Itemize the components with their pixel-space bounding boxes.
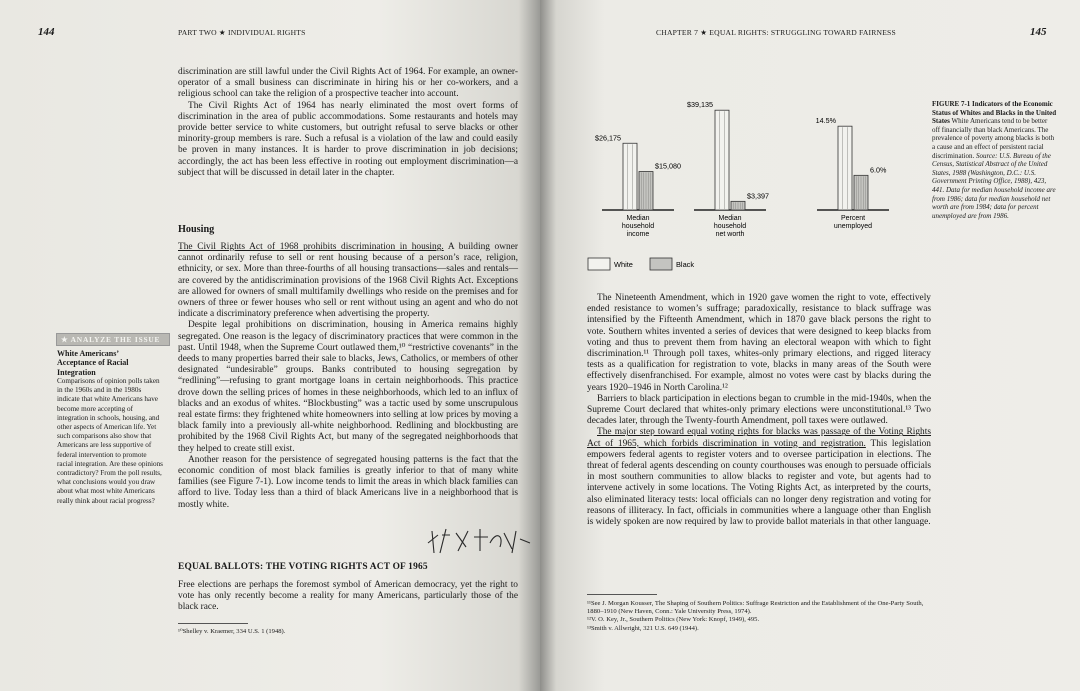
- opening-paragraph: discrimination are still lawful under the Civil Rights Act of 1964. For example, an owner-operator of a small business can discriminate in hiring his or her co-workers, and a religious school can take the religion of a prospective teacher into account.: [178, 67, 518, 100]
- figure-7-1-chart: [580, 68, 940, 288]
- sidebar-body: Comparisons of opinion polls taken in the 1960s and in the 1980s indicate that white Americans have become more accepting of integration in schools, housing, and other aspects of American life. Yet such comparisons also show that Americans are less supportive of federal intervention to promote racial integration. Are these opinions contradictory? From the poll results, what conclusions would you draw about what most white Americans really think about racial progress?: [57, 377, 163, 505]
- bar-white-1: [715, 110, 729, 210]
- category-label-0: income: [626, 231, 650, 238]
- legend-label-white: White: [614, 260, 633, 269]
- left-text-block-top: [178, 67, 518, 179]
- category-label-0: Median: [626, 215, 650, 222]
- housing-lead-sentence: The Civil Rights Act of 1968 prohibits discrimination in housing.: [178, 242, 444, 252]
- public-accommodations-paragraph: The Civil Rights Act of 1964 has nearly eliminated the most overt forms of discrimination in the area of public accommodations. Some restaurants and hotels may provide better service to white customers, but outright refusal to serve blacks or other minority-group members is rare. Such a refusal is a violation of the law and could easily be proven in many instances. It is harder to prove discrimination in job decisions; accordingly, the act has been less effective in rooting out employment discrimination—a subject that will be discussed in detail later in the chapter.: [178, 100, 518, 178]
- major-step-paragraph: [587, 427, 931, 528]
- major-step-paragraph-rest: This legislation empowers federal agents to register voters and to oversee participation in elections. The threat of federal agents descending on county courthouses was enough to persuade officials in most southern communities to allow blacks to register and vote, but agents had to intervene actively in some locations. The Voting Rights Act, as interpreted by the courts, also eliminated literacy tests: local officials can no longer deny registration and voting for reasons of illiteracy. In fact, officials in communities where a language other than English is widely spoken are now required by law to provide ballot materials in that other language.: [587, 438, 931, 528]
- equal-ballots-paragraph: Free elections are perhaps the foremost symbol of American democracy, yet the right to vote has only recently become a reality for many Americans, particularly those of the black race.: [178, 580, 518, 613]
- barriers-paragraph: Barriers to black participation in elections began to crumble in the mid-1940s, when the Supreme Court declared that whites-only primary elections were unconstitutional.¹³ Two decades later, through the Twenty-fourth Amendment, poll taxes were outlawed.: [587, 393, 931, 427]
- bar-white-2: [838, 126, 852, 210]
- figure-caption-body: White Americans tend to be better off financially than black Americans. The prevalence of poverty among blacks is both a cause and an effect of persistent racial discrimination.: [932, 117, 1055, 160]
- data-label-white-1: $39,135: [687, 100, 713, 110]
- legend-label-black: Black: [676, 260, 695, 269]
- footnotes-right: [587, 600, 931, 633]
- major-step-lead-sentence: The major step toward equal voting rights for blacks was passage of the Voting Rights Act of 1965, which forbids discrimination in voting and registration.: [587, 427, 931, 449]
- right-page: [540, 0, 1080, 691]
- footnote-12: ¹²V. O. Key, Jr., Southern Politics (New York: Knopf, 1949), 495.: [587, 616, 760, 624]
- sidebar-title: White Americans’ Acceptance of Racial Integration: [57, 349, 129, 377]
- figure-caption-title: FIGURE 7-1 Indicators of the Economic Status of Whites and Blacks in the United States: [932, 100, 1057, 126]
- category-label-2: Percent: [840, 215, 866, 222]
- housing-text-block: [178, 242, 518, 511]
- handwritten-annotation: [424, 525, 536, 559]
- housing-heading: Housing: [178, 224, 215, 235]
- footnote-rule-right: [587, 594, 657, 595]
- housing-paragraph-2: Despite legal prohibitions on discrimination, housing in America remains highly segregated. One reason is the legacy of discriminatory practices that were common in the past. Until 1948, when the Supreme Court outlawed them,¹⁰ “restrictive covenants” in the deeds to many properties barred their sale to blacks, Jews, Catholics, or members of other designated “undesirable” groups. Banks contributed to housing segregation by “redlining”—refusing to grant mortgage loans in certain neighborhoods. This practice drove down the selling prices of homes in these neighborhoods, which led to an influx of blacks and an exodus of whites. “Blockbusting” was a tactic used by some unscrupulous real estate firms: they frightened white homeowners into selling at low prices by moving a black family into a previously all-white neighborhood. Redlining and blockbusting are prohibited by the 1968 Civil Rights Act, but many of the segregated neighborhoods that they helped to create still exist.: [178, 320, 518, 454]
- footnote-13: ¹³Smith v. Allwright, 321 U.S. 649 (1944).: [587, 624, 699, 632]
- analyze-issue-banner: ★ ANALYZE THE ISSUE: [56, 333, 170, 346]
- figure-caption-source: Source: U.S. Bureau of the Census, Statistical Abstract of the United States, 1988 (Washington, D.C.: U.S. Government Printing Office, 1988), 423, 441. Data for median household income are from 1986; data for median household net worth are from 1984; data for percent unemployed are from 1986.: [932, 151, 1056, 220]
- legend-swatch-white: [588, 258, 610, 270]
- category-label-1: Median: [718, 215, 742, 222]
- equal-ballots-heading: EQUAL BALLOTS: THE VOTING RIGHTS ACT OF 1965: [178, 562, 428, 572]
- data-label-black-2: 6.0%: [870, 165, 887, 175]
- housing-paragraph-1-rest: A building owner cannot ordinarily refuse to sell or rent housing because of a person’s race, religion, ethnicity, or sex. More than three-fourths of all housing transactions—sales and rentals—are covered by the antidiscrimination provisions of the 1968 Civil Rights Act. Exceptions are allowed for owners of small multifamily dwellings who reside on the premises and for owners of three or fewer houses who sell or rent without using an agent and who do not indicate a discriminatory preference when advertising the property.: [178, 242, 518, 320]
- right-text-block: [587, 293, 931, 528]
- running-head-right: CHAPTER 7 ★ EQUAL RIGHTS: STRUGGLING TOWARD FAIRNESS: [656, 28, 896, 37]
- housing-paragraph-1: [178, 242, 518, 320]
- running-head-left: PART TWO ★ INDIVIDUAL RIGHTS: [178, 28, 306, 37]
- category-label-1: net worth: [715, 231, 745, 238]
- footnote-11: ¹¹See J. Morgan Kousser, The Shaping of Southern Politics: Suffrage Restriction and the Establishment of the One-Party South, 1880–1910 (New Haven, Conn.: Yale University Press, 1974).: [587, 600, 924, 616]
- housing-paragraph-3: Another reason for the persistence of segregated housing patterns is the fact that the economic condition of most black families is greatly inferior to that of many white families (see Figure 7-1). Low income tends to limit the areas in which black families can afford to live. Today less than a third of black Americans live in a neighborhood that is mostly white.: [178, 454, 518, 510]
- bar-white-0: [623, 143, 637, 210]
- category-label-0: household: [621, 223, 655, 230]
- data-label-white-0: $26,175: [595, 133, 621, 143]
- page-number-left: 144: [38, 26, 55, 38]
- data-label-white-2: 14.5%: [815, 116, 836, 126]
- legend-swatch-black: [650, 258, 672, 270]
- category-label-1: household: [713, 223, 747, 230]
- footnote-rule-left: [178, 623, 248, 624]
- figure-caption: [932, 100, 1057, 220]
- page-number-right: 145: [1030, 26, 1047, 38]
- data-label-black-0: $15,080: [655, 161, 681, 171]
- category-label-2: unemployed: [833, 223, 873, 230]
- footnote-10: ¹⁰Shelley v. Kraemer, 334 U.S. 1 (1948).: [178, 628, 286, 635]
- data-label-black-1: $3,397: [747, 191, 769, 201]
- nineteenth-amendment-paragraph: The Nineteenth Amendment, which in 1920 gave women the right to vote, effectively ended resistance to women’s suffrage; paradoxically, resistance to black suffrage was intensified by the Fifteenth Amendment, which in 1870 gave black persons the right to vote. Southern whites invented a series of devices that were designed to keep blacks from voting and thus to prevent them from having an electoral weapon with which to fight discrimination.¹¹ Through poll taxes, whites-only primary elections, and rigged literacy tests as a qualification for registration to vote, blacks in many areas of the South were effectively disenfranchised. For example, almost no votes were cast by blacks during the years 1920–1946 in North Carolina.¹²: [587, 293, 931, 393]
- equal-ballots-text: [178, 580, 518, 614]
